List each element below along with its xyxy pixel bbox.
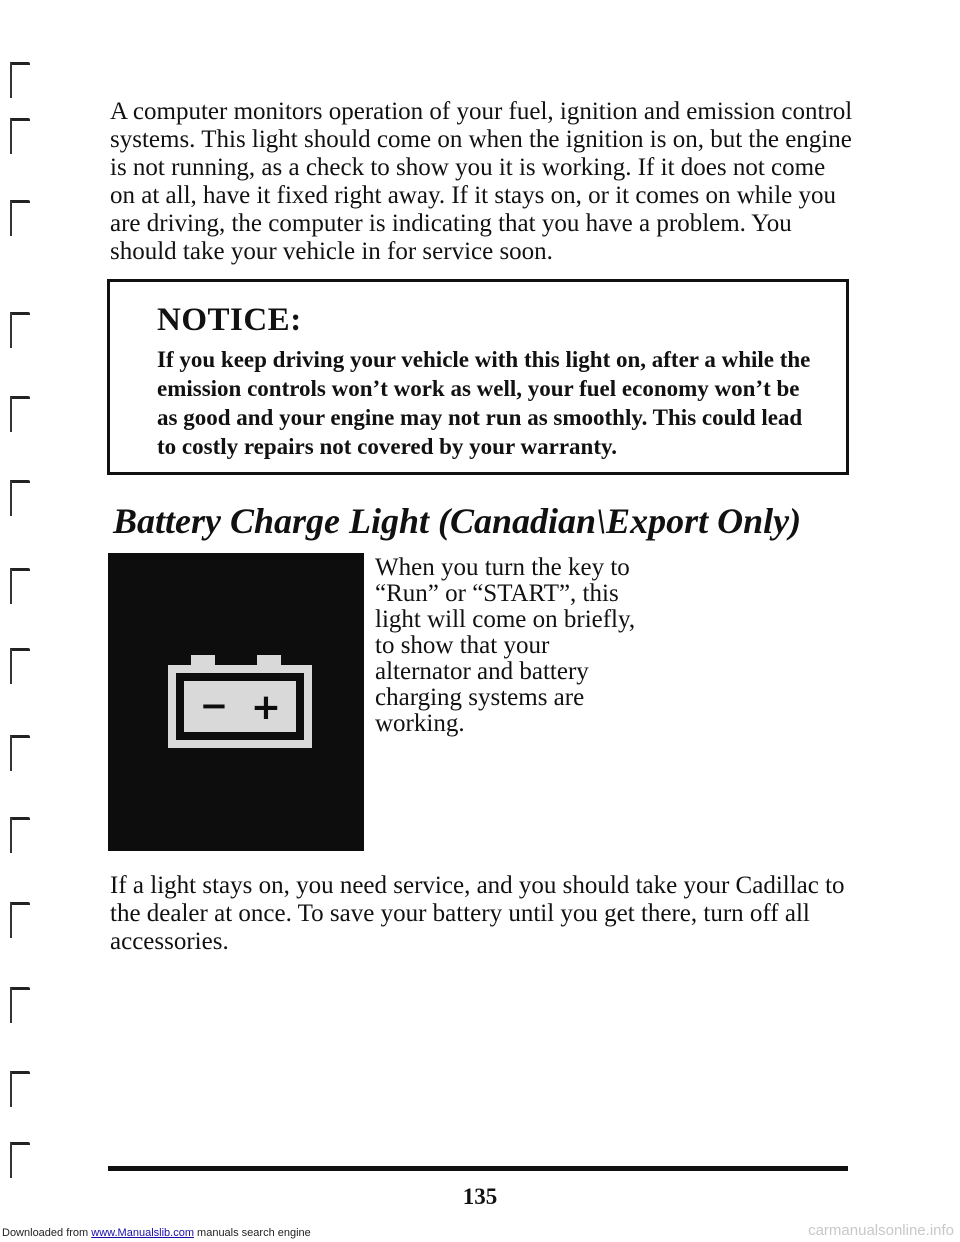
binder-edge-mark	[10, 200, 30, 236]
notice-box	[107, 279, 849, 475]
notice-text: If you keep driving your vehicle with this light on, after a while the emission controls won’t work as well, your fuel economy won’t be as good and your engine may not run as smoothly. This could lead to costly repairs not covered by your warranty.	[157, 347, 811, 459]
minus-symbol: −	[199, 686, 229, 726]
page-number: 135	[462, 1184, 498, 1209]
binder-edge-mark	[10, 312, 30, 348]
intro-paragraph: A computer monitors operation of your fuel, ignition and emission control systems. This light should come on when the ignition is on, but the engine is not running, as a check to show you it is working. If it does not come on at all, have it fixed right away. If it stays on, or it comes on while you are driving, the computer is indicating that you have a problem. You should take your vehicle in for service soon.	[110, 98, 853, 265]
binder-edge-mark	[10, 902, 30, 938]
download-banner-suffix: manuals search engine	[193, 1227, 311, 1239]
manualslib-link[interactable]: www.Manualslib.com	[91, 1227, 194, 1239]
download-banner-prefix: Downloaded from	[2, 1227, 92, 1239]
binder-edge-mark	[10, 568, 30, 604]
battery-description: When you turn the key to “Run” or “START”, this light will come on briefly, to show that your alternator and battery charging systems are working.	[375, 554, 636, 737]
binder-edge-mark	[10, 1142, 30, 1178]
binder-edge-mark	[10, 396, 30, 432]
binder-edge-mark	[10, 118, 30, 154]
notice-title: NOTICE:	[157, 302, 302, 338]
footer-rule	[108, 1166, 848, 1171]
plus-symbol: +	[250, 687, 282, 728]
battery-icon	[108, 553, 364, 851]
section-heading: Battery Charge Light (Canadian\Export Only)	[113, 501, 802, 541]
binder-edge-mark	[10, 987, 30, 1023]
binder-edge-mark	[10, 62, 30, 98]
download-banner	[2, 1227, 311, 1239]
binder-edge-mark	[10, 735, 30, 771]
watermark: carmanualsonline.info	[808, 1222, 954, 1239]
binder-edge-mark	[10, 648, 30, 684]
service-paragraph: If a light stays on, you need service, and you should take your Cadillac to the dealer at once. To save your battery until you get there, turn off all accessories.	[110, 872, 845, 955]
binder-edge-mark	[10, 817, 30, 853]
battery-charge-light-figure	[108, 553, 364, 851]
binder-edge-mark	[10, 480, 30, 516]
binder-edge-mark	[10, 1071, 30, 1107]
